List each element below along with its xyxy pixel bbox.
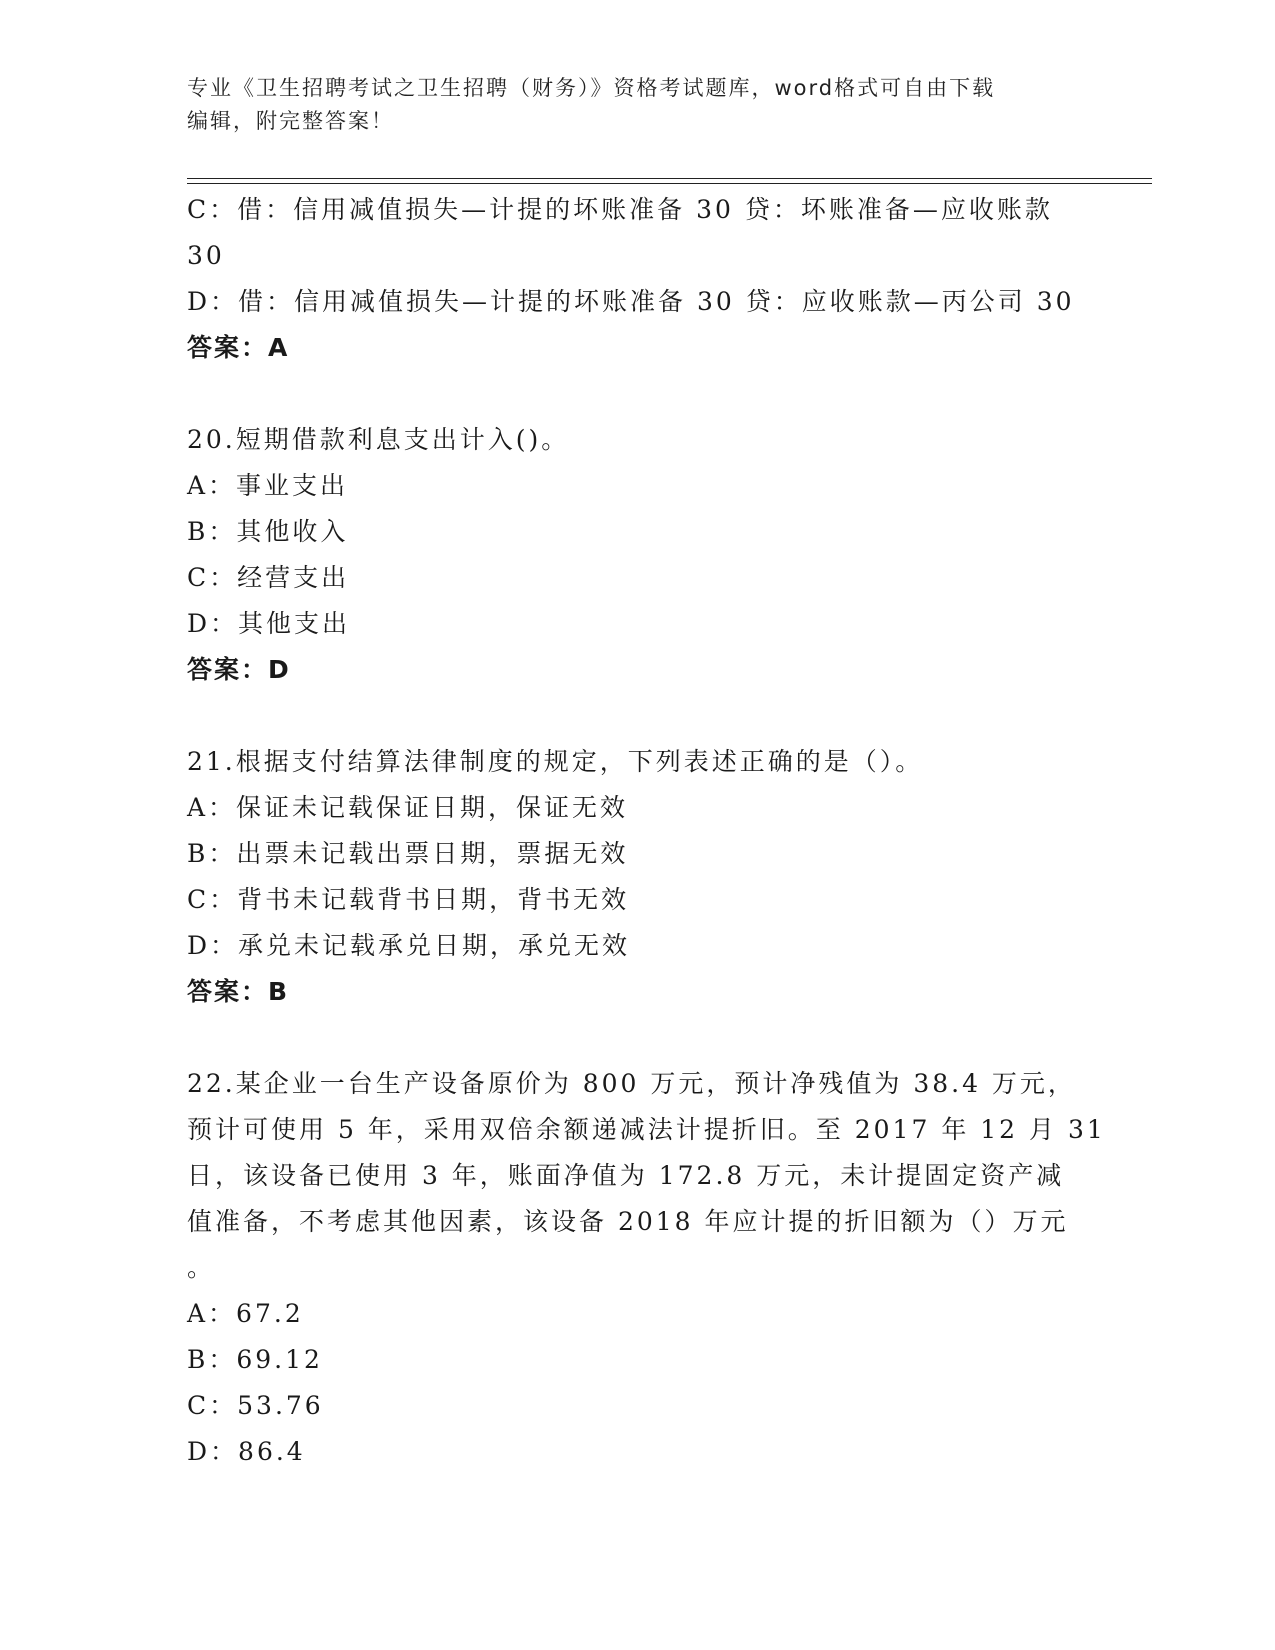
q21-option-c: C：背书未记载背书日期，背书无效 xyxy=(187,885,630,914)
q19-answer: 答案：A xyxy=(187,333,290,362)
q21-question: 21.根据支付结算法律制度的规定，下列表述正确的是（）。 xyxy=(187,747,924,776)
header-rule-bottom xyxy=(187,183,1152,184)
question-21-block xyxy=(187,739,1067,1015)
q21-option-a: A：保证未记载保证日期，保证无效 xyxy=(187,793,629,822)
q21-answer: 答案：B xyxy=(187,977,290,1006)
q21-option-b: B：出票未记载出票日期，票据无效 xyxy=(187,839,629,868)
spacer xyxy=(187,371,1067,417)
q20-option-d: D：其他支出 xyxy=(187,609,351,638)
q19-option-c-line-2: 30 xyxy=(187,241,225,270)
q22-option-b: B：69.12 xyxy=(187,1345,323,1374)
spacer xyxy=(187,1015,1067,1061)
spacer xyxy=(187,693,1067,739)
q22-option-c: C：53.76 xyxy=(187,1391,324,1420)
q22-question-line-3: 日，该设备已使用 3 年，账面净值为 172.8 万元，未计提固定资产减 xyxy=(187,1161,1065,1190)
q19-option-c-line-1: C：借：信用减值损失—计提的坏账准备 30 贷：坏账准备—应收账款 xyxy=(187,195,1053,224)
question-22-block xyxy=(187,1061,1106,1475)
question-content xyxy=(187,187,1106,1475)
q22-question-line-5: 。 xyxy=(187,1253,216,1282)
question-20-block xyxy=(187,417,1067,693)
q22-question-line-2: 预计可使用 5 年，采用双倍余额递减法计提折旧。至 2017 年 12 月 31 xyxy=(187,1115,1106,1144)
q20-answer: 答案：D xyxy=(187,655,291,684)
header-rule-top xyxy=(187,178,1152,179)
header-line-1: 专业《卫生招聘考试之卫生招聘（财务）》资格考试题库，word格式可自由下载 xyxy=(187,76,996,100)
document-header xyxy=(187,72,1067,138)
q22-option-a: A：67.2 xyxy=(187,1299,304,1328)
q22-question-line-1: 22.某企业一台生产设备原价为 800 万元，预计净残值为 38.4 万元， xyxy=(187,1069,1076,1098)
q21-option-d: D：承兑未记载承兑日期，承兑无效 xyxy=(187,931,631,960)
question-19-block xyxy=(187,187,1075,371)
header-line-2: 编辑，附完整答案！ xyxy=(187,109,394,133)
q20-question: 20.短期借款利息支出计入()。 xyxy=(187,425,570,454)
q20-option-b: B：其他收入 xyxy=(187,517,349,546)
q22-question-line-4: 值准备，不考虑其他因素，该设备 2018 年应计提的折旧额为（）万元 xyxy=(187,1207,1069,1236)
q20-option-a: A：事业支出 xyxy=(187,471,349,500)
q20-option-c: C：经营支出 xyxy=(187,563,350,592)
q22-option-d: D：86.4 xyxy=(187,1437,306,1466)
q19-option-d: D：借：信用减值损失—计提的坏账准备 30 贷：应收账款—丙公司 30 xyxy=(187,287,1075,316)
